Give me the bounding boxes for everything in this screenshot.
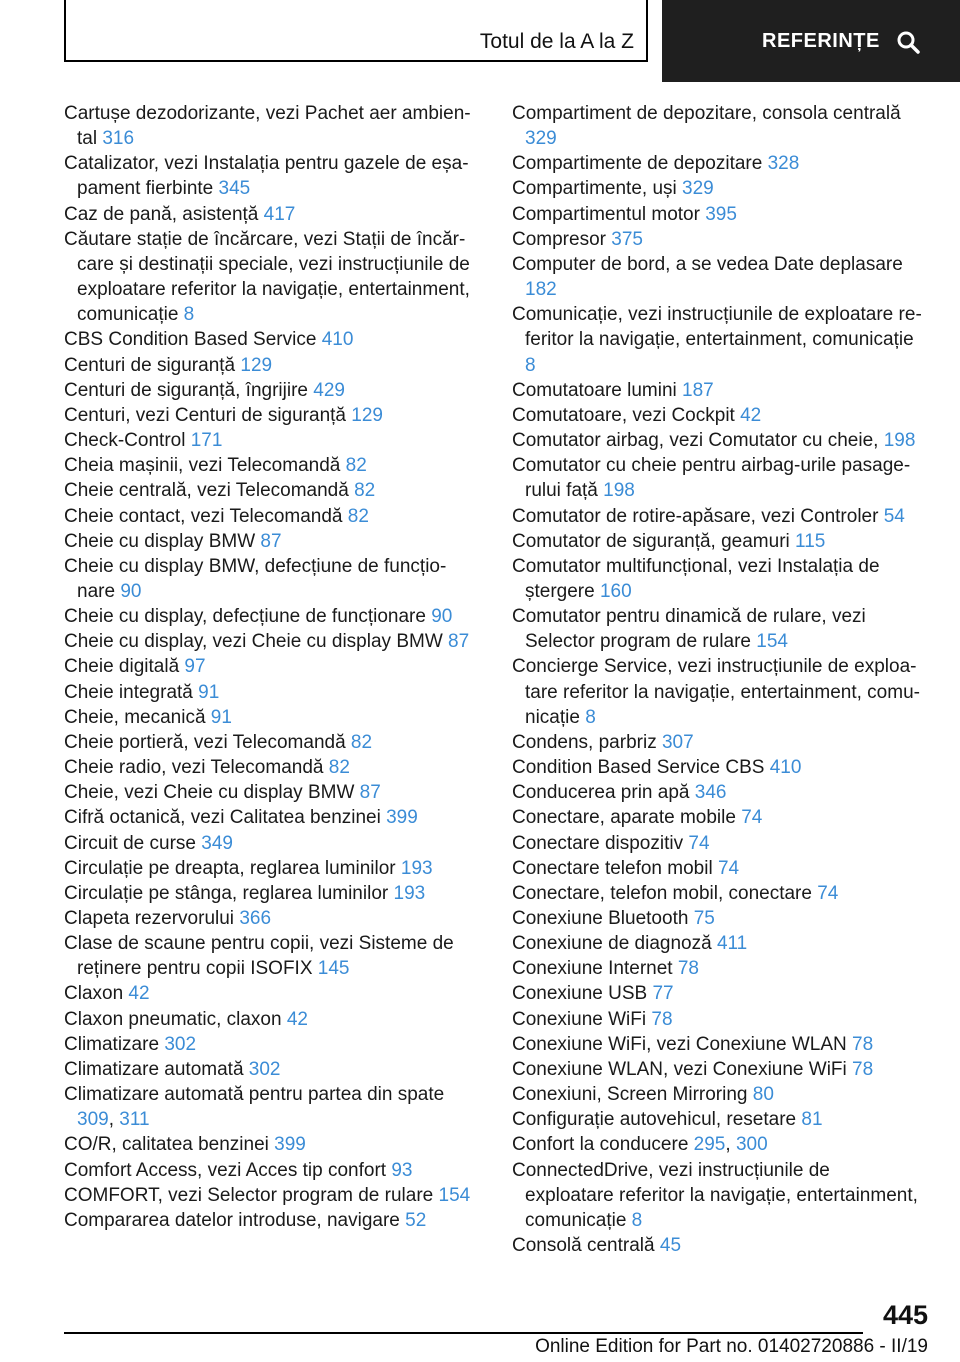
page-link[interactable]: 198: [603, 480, 635, 502]
index-entry: [64, 780, 474, 805]
page-link[interactable]: 171: [190, 430, 223, 452]
page-link[interactable]: 410: [321, 329, 354, 351]
index-entry: [64, 101, 474, 151]
page-link[interactable]: 193: [400, 857, 433, 879]
page-link[interactable]: 74: [717, 857, 740, 879]
page-link[interactable]: 75: [693, 908, 715, 929]
index-term: Cheie cu display BMW: [64, 530, 261, 552]
index-entry: [64, 353, 474, 378]
page-link[interactable]: 87: [359, 782, 381, 804]
index-entry: [512, 453, 922, 503]
index-term: CBS Condition Based Service: [64, 329, 322, 351]
page-link[interactable]: 81: [801, 1109, 823, 1131]
index-entry: [512, 1233, 922, 1258]
page-link[interactable]: 82: [328, 757, 350, 779]
index-entry: [64, 403, 474, 428]
index-term: Climatizare automată pentru partea din spate: [64, 1084, 445, 1106]
index-entry: [512, 151, 922, 176]
header-section-box: [64, 0, 648, 62]
index-entry: [64, 1208, 474, 1233]
page-link[interactable]: 198: [883, 430, 916, 452]
index-term: Cheie portieră, vezi Telecomandă: [64, 731, 351, 753]
index-entry: [512, 1107, 922, 1132]
index-term: Clase de scaune pentru copii, vezi Sisteme de reținere pentru copii ISOFIX: [64, 933, 454, 980]
index-entry: [64, 428, 474, 453]
index-entry: [512, 881, 922, 906]
index-term: Conexiune Bluetooth: [512, 908, 694, 929]
index-term: Compartimente de depozitare: [512, 153, 768, 175]
index-entry: [64, 629, 474, 654]
page-link[interactable]: 74: [741, 807, 763, 829]
page-link[interactable]: 78: [852, 1033, 874, 1055]
index-term: Consolă centrală: [512, 1235, 660, 1257]
index-term: Circulație pe stânga, reglarea luminilor: [64, 882, 394, 904]
index-term: Confort la conducere: [512, 1134, 694, 1156]
index-term: Compartimente, uși: [512, 178, 683, 200]
index-term: Cheie cu display, vezi Cheie cu display BMW: [64, 631, 449, 653]
index-entry: [512, 604, 922, 654]
page-link[interactable]: 91: [210, 706, 232, 728]
index-term: Cheie centrală, vezi Telecomandă: [64, 480, 355, 502]
index-entry: [512, 176, 922, 201]
index-term: Caz de pană, asistență: [64, 203, 264, 225]
index-entry: [64, 705, 474, 730]
page-link[interactable]: 8: [631, 1209, 643, 1231]
page-link[interactable]: 187: [682, 379, 714, 401]
index-term: Comutatoare lumini: [512, 379, 683, 401]
chapter-title: REFERINȚE: [762, 30, 880, 52]
index-entry: [64, 1032, 474, 1057]
page-link[interactable]: 154: [756, 631, 788, 653]
page-link[interactable]: 74: [817, 882, 839, 904]
page-link[interactable]: 410: [769, 757, 802, 779]
index-term: Comunicație, vezi instrucțiunile de exploatare referitor la navigație, entertainment, comunicație: [512, 304, 922, 351]
page-link[interactable]: 395: [705, 203, 737, 225]
index-entry: [64, 378, 474, 403]
page-link[interactable]: 87: [448, 631, 470, 653]
page-separator: ,: [725, 1134, 736, 1156]
page-link[interactable]: 295: [693, 1134, 726, 1156]
page-link[interactable]: 399: [386, 807, 418, 829]
chapter-tab[interactable]: [662, 0, 960, 82]
page-link[interactable]: 309: [77, 1109, 109, 1131]
page-link[interactable]: 8: [525, 354, 536, 376]
page-link[interactable]: 329: [525, 128, 557, 150]
index-entry: [512, 906, 922, 931]
index-entry: [64, 931, 474, 981]
edition-footer: Online Edition for Part no. 01402720886 - II/19: [535, 1336, 928, 1357]
index-column-left: [64, 101, 474, 1233]
index-term: Conexiune USB: [512, 983, 653, 1005]
index-entry: [64, 906, 474, 931]
index-term: Comutator de rotire-apăsare, vezi Controler: [512, 505, 884, 527]
index-term: Cheie cu display BMW, defecțiune de funcționare: [64, 555, 447, 602]
page-link[interactable]: 91: [198, 681, 220, 703]
index-term: Comutator multifuncțional, vezi Instalația de ștergere: [512, 555, 880, 602]
page-link[interactable]: 316: [102, 128, 135, 150]
index-term: Centuri de siguranță: [64, 354, 241, 376]
index-term: Cheia mașinii, vezi Telecomandă: [64, 455, 346, 477]
page-link[interactable]: 302: [164, 1033, 197, 1055]
page-link[interactable]: 399: [274, 1134, 306, 1156]
index-term: Conexiune de diagnoză: [512, 933, 717, 955]
index-entry: [64, 856, 474, 881]
page-link[interactable]: 160: [599, 580, 632, 602]
index-entry: [512, 931, 922, 956]
index-entry: [512, 1032, 922, 1057]
index-entry: [64, 453, 474, 478]
index-entry: [512, 227, 922, 252]
page-link[interactable]: 154: [438, 1184, 471, 1206]
index-term: Compresor: [512, 228, 612, 250]
index-term: Centuri de siguranță, îngrijire: [64, 379, 314, 401]
index-term: Căutare stație de încărcare, vezi Stații de încărcare și destinații speciale, vezi instrucțiunile de exploatare referitor la navigație, entertainment, comunicație: [64, 228, 470, 326]
page-link[interactable]: 307: [661, 731, 694, 753]
index-entry: [64, 478, 474, 503]
index-term: Condition Based Service CBS: [512, 757, 770, 779]
page-link[interactable]: 182: [525, 279, 557, 301]
page-link[interactable]: 429: [313, 379, 345, 401]
page-link[interactable]: 90: [431, 606, 453, 628]
page-link[interactable]: 82: [345, 455, 367, 477]
index-term: Computer de bord, a se vedea Date deplasare: [512, 253, 903, 275]
index-term: Conexiune WiFi, vezi Conexiune WLAN: [512, 1033, 853, 1055]
index-entry: [64, 1132, 474, 1157]
index-term: Circulație pe dreapta, reglarea luminilor: [64, 857, 401, 879]
search-icon[interactable]: [896, 30, 920, 54]
page-link[interactable]: 87: [260, 530, 282, 552]
index-entry: [64, 554, 474, 604]
section-title: Totul de la A la Z: [479, 30, 634, 53]
page-link[interactable]: 74: [688, 832, 710, 854]
page-link[interactable]: 97: [184, 656, 206, 678]
page-link[interactable]: 329: [682, 178, 714, 200]
index-term: Comutatoare, vezi Cockpit: [512, 404, 741, 426]
index-term: Conexiune WiFi: [512, 1008, 652, 1030]
index-term: Cheie digitală: [64, 656, 185, 678]
index-term: Circuit de curse: [64, 832, 202, 854]
page-link[interactable]: 42: [286, 1008, 308, 1030]
index-term: Comutator de siguranță, geamuri: [512, 530, 796, 552]
index-term: ConnectedDrive, vezi instrucțiunile de exploatare referitor la navigație, entertainment, comunicație: [512, 1159, 918, 1231]
index-term: Catalizator, vezi Instalația pentru gazele de eșapament fierbinte: [64, 153, 469, 200]
index-entry: [512, 1007, 922, 1032]
page-link[interactable]: 302: [248, 1058, 281, 1080]
index-term: Conectare, telefon mobil, conectare: [512, 882, 818, 904]
index-term: Comutator cu cheie pentru airbag-urile pasagerului față: [512, 455, 911, 502]
index-entry: [512, 755, 922, 780]
index-entry: [64, 1057, 474, 1082]
index-term: Comutator pentru dinamică de rulare, vezi Selector program de rulare: [512, 606, 866, 653]
page-link[interactable]: 54: [883, 505, 905, 527]
index-entry: [512, 1057, 922, 1082]
index-term: CO/R, calitatea benzinei: [64, 1134, 275, 1156]
index-entry: [64, 1158, 474, 1183]
index-term: Cheie, mecanică: [64, 706, 211, 728]
page-link[interactable]: 42: [128, 983, 150, 1005]
index-entry: [64, 1007, 474, 1032]
index-entry: [512, 554, 922, 604]
index-term: Cartușe dezodorizante, vezi Pachet aer ambiental: [64, 103, 471, 150]
index-term: Comutator airbag, vezi Comutator cu cheie,: [512, 430, 884, 452]
page-link[interactable]: 8: [183, 304, 195, 326]
index-entry: [512, 529, 922, 554]
index-term: Cifră octanică, vezi Calitatea benzinei: [64, 807, 387, 829]
index-entry: [512, 831, 922, 856]
index-entry: [512, 1158, 922, 1233]
page-link[interactable]: 349: [201, 832, 233, 854]
index-term: Climatizare: [64, 1033, 165, 1055]
index-term: Check-Control: [64, 430, 191, 452]
page-link[interactable]: 300: [735, 1134, 768, 1156]
index-entry: [64, 881, 474, 906]
index-term: Conexiuni, Screen Mirroring: [512, 1084, 753, 1106]
index-entry: [64, 831, 474, 856]
index-entry: [64, 1183, 474, 1208]
index-term: Conexiune Internet: [512, 958, 678, 980]
index-term: Cheie integrată: [64, 681, 199, 703]
index-entry: [512, 101, 922, 151]
index-term: Conectare telefon mobil: [512, 857, 718, 879]
index-entry: [64, 981, 474, 1006]
index-entry: [512, 805, 922, 830]
index-term: Conectare dispozitiv: [512, 832, 689, 854]
page-link[interactable]: 93: [391, 1159, 413, 1181]
page-link[interactable]: 115: [795, 530, 826, 552]
index-entry: [512, 1082, 922, 1107]
index-entry: [512, 504, 922, 529]
index-entry: [512, 252, 922, 302]
index-entry: [64, 805, 474, 830]
index-term: Compartiment de depozitare, consola centrală: [512, 103, 901, 124]
index-entry: [64, 680, 474, 705]
index-entry: [64, 227, 474, 328]
page-link[interactable]: 129: [351, 404, 383, 426]
index-entry: [64, 202, 474, 227]
index-entry: [512, 378, 922, 403]
index-term: Claxon pneumatic, claxon: [64, 1008, 287, 1030]
index-term: Cheie contact, vezi Telecomandă: [64, 505, 348, 527]
page-link[interactable]: 90: [120, 580, 142, 602]
page-link[interactable]: 366: [239, 908, 272, 929]
index-column-right: [512, 101, 922, 1258]
page-link[interactable]: 8: [585, 706, 596, 728]
index-term: Compararea datelor introduse, navigare: [64, 1209, 406, 1231]
index-term: Clapeta rezervorului: [64, 908, 240, 929]
page-link[interactable]: 345: [218, 178, 251, 200]
page-number: 445: [882, 1300, 928, 1330]
index-term: Conexiune WLAN, vezi Conexiune WiFi: [512, 1058, 853, 1080]
index-term: Condens, parbriz: [512, 731, 662, 753]
index-entry: [64, 730, 474, 755]
index-entry: [512, 1132, 922, 1157]
page-link[interactable]: 82: [347, 505, 369, 527]
page-link[interactable]: 80: [752, 1084, 774, 1106]
page-separator: ,: [108, 1109, 120, 1131]
page-link[interactable]: 45: [659, 1235, 682, 1257]
page-link[interactable]: 145: [317, 958, 350, 980]
page-link[interactable]: 78: [677, 958, 699, 980]
index-entry: [512, 956, 922, 981]
footer-divider: [64, 1332, 863, 1334]
page-link[interactable]: 77: [652, 983, 674, 1005]
page-link[interactable]: 411: [716, 933, 748, 955]
page-link[interactable]: 328: [767, 153, 800, 175]
page-link[interactable]: 129: [240, 354, 273, 376]
index-term: COMFORT, vezi Selector program de rulare: [64, 1184, 439, 1206]
index-entry: [64, 529, 474, 554]
index-term: Conducerea prin apă: [512, 782, 695, 804]
index-term: Cheie radio, vezi Telecomandă: [64, 757, 329, 779]
index-term: Conectare, aparate mobile: [512, 807, 742, 829]
index-entry: [64, 327, 474, 352]
index-entry: [512, 730, 922, 755]
page-link[interactable]: 193: [393, 882, 426, 904]
index-entry: [64, 1082, 474, 1132]
index-entry: [64, 654, 474, 679]
index-entry: [64, 755, 474, 780]
page-link[interactable]: 417: [263, 203, 296, 225]
index-term: Cheie cu display, defecțiune de funcționare: [64, 606, 432, 628]
index-entry: [512, 654, 922, 729]
index-entry: [512, 302, 922, 377]
index-entry: [512, 428, 922, 453]
index-entry: [512, 403, 922, 428]
page-link[interactable]: 375: [611, 228, 643, 250]
page-link[interactable]: 82: [350, 731, 373, 753]
page-link[interactable]: 78: [852, 1058, 874, 1080]
index-term: Concierge Service, vezi instrucțiunile de exploatare referitor la navigație, entertainment, comunicație: [512, 656, 920, 728]
index-entry: [64, 604, 474, 629]
page-link[interactable]: 82: [354, 480, 376, 502]
index-entry: [64, 151, 474, 201]
index-entry: [512, 780, 922, 805]
index-term: Configurație autovehicul, resetare: [512, 1109, 802, 1131]
index-entry: [512, 856, 922, 881]
index-entry: [512, 981, 922, 1006]
index-term: Centuri, vezi Centuri de siguranță: [64, 404, 352, 426]
index-entry: [64, 504, 474, 529]
page-link[interactable]: 311: [119, 1109, 150, 1131]
index-term: Comfort Access, vezi Acces tip confort: [64, 1159, 392, 1181]
index-term: Climatizare automată: [64, 1058, 249, 1080]
index-term: Cheie, vezi Cheie cu display BMW: [64, 782, 360, 804]
page-link[interactable]: 78: [651, 1008, 673, 1030]
index-term: Compartimentul motor: [512, 203, 706, 225]
page-link[interactable]: 346: [694, 782, 727, 804]
page-link[interactable]: 42: [740, 404, 762, 426]
page-link[interactable]: 52: [405, 1209, 427, 1231]
index-entry: [512, 202, 922, 227]
index-term: Claxon: [64, 983, 129, 1005]
